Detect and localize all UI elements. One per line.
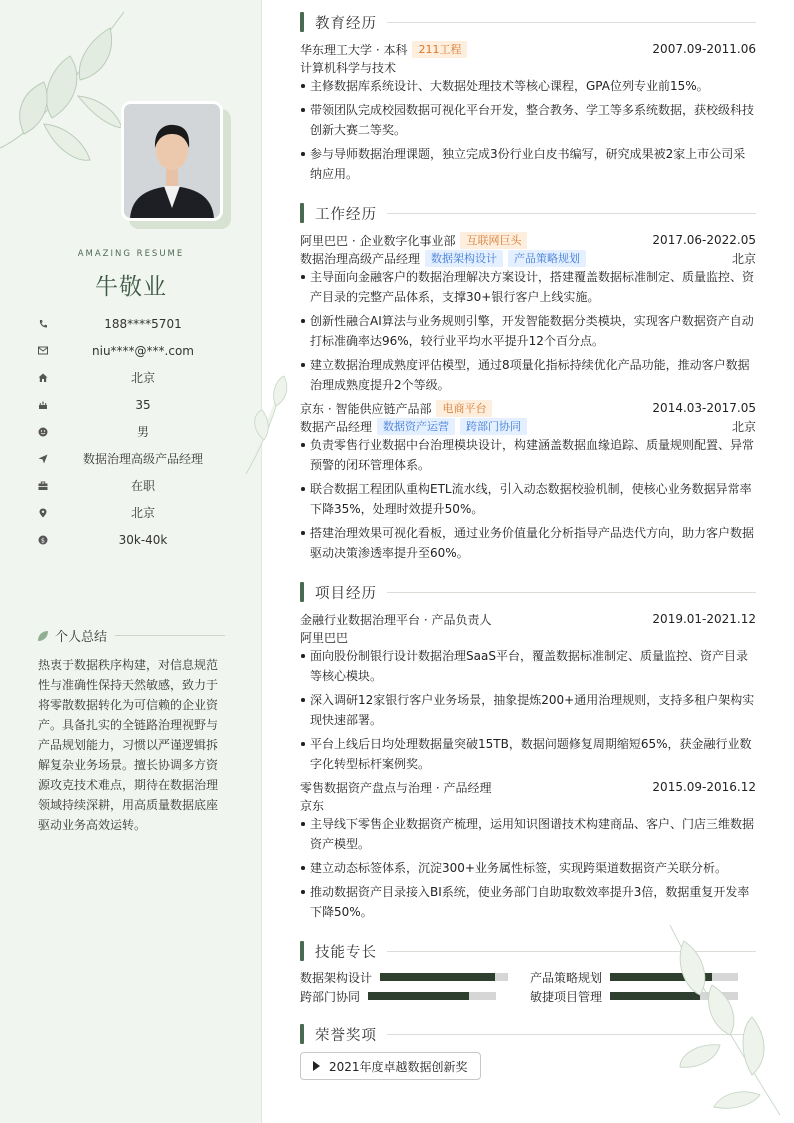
section-title: 教育经历	[315, 15, 377, 32]
info-email	[36, 337, 236, 364]
skill-bar-fill	[380, 973, 495, 981]
job-city: 北京	[731, 419, 756, 434]
list-item: 推动数据资产目录接入BI系统，使业务部门自助取数效率提升3倍，数据重复开发率下降50%。	[300, 882, 756, 922]
section-title: 荣誉奖项	[315, 1027, 377, 1044]
job-city: 北京	[731, 251, 756, 266]
company-name: 阿里巴巴 · 企业数字化事业部	[300, 233, 456, 248]
award-item[interactable]	[300, 1052, 481, 1080]
list-item: 深入调研12家银行客户业务场景，抽象提炼200+通用治理规则，支持多租户架构实现快速部署。	[300, 690, 756, 730]
section-honors	[300, 1024, 756, 1044]
project-bullets	[300, 814, 756, 926]
project-name: 零售数据资产盘点与治理 · 产品经理	[300, 780, 492, 795]
svg-text:$: $	[40, 535, 46, 544]
role-tag: 数据架构设计	[425, 250, 503, 267]
location-pin-icon	[36, 506, 50, 520]
skill-bar-fill	[610, 973, 712, 981]
school-name: 华东理工大学 · 本科	[300, 42, 408, 57]
list-item: 主修数据库系统设计、大数据处理技术等核心课程，GPA位列专业前15%。	[300, 76, 756, 96]
info-text: 北京	[130, 371, 155, 385]
briefcase-icon	[36, 479, 50, 493]
company-name: 京东 · 智能供应链产品部	[300, 401, 432, 416]
play-triangle-icon	[313, 1061, 320, 1071]
section-skills	[300, 941, 756, 961]
job-role	[300, 417, 756, 435]
brand-label: AMAZING RESUME	[77, 249, 185, 259]
info-gender	[36, 418, 236, 445]
skill-item	[530, 968, 738, 986]
info-target-city	[36, 499, 236, 526]
info-text: 188****5701	[104, 316, 182, 331]
section-title: 技能专长	[315, 944, 377, 961]
project-date: 2019.01-2021.12	[652, 612, 756, 626]
skill-bar	[610, 992, 738, 1000]
job-date: 2017.06-2022.05	[652, 233, 756, 247]
contact-info-list	[36, 310, 236, 553]
leaf-icon	[37, 630, 49, 642]
project-org-name: 阿里巴巴	[300, 630, 349, 645]
info-text: 30k-40k	[118, 532, 168, 547]
candidate-name: 牛敬业	[95, 274, 167, 300]
list-item: 负责零售行业数据中台治理模块设计，构建涵盖数据血缘追踪、质量规则配置、异常预警的闭环管理体系。	[300, 435, 756, 475]
role-tag: 产品策略规划	[508, 250, 586, 267]
summary-heading	[37, 626, 225, 645]
list-item: 带领团队完成校园数据可视化平台开发，整合教务、学工等多系统数据，获校级科技创新大赛二等奖。	[300, 100, 756, 140]
job-bullets	[300, 435, 756, 567]
job-header	[300, 399, 756, 417]
info-text: 北京	[130, 506, 155, 520]
profile-photo	[121, 101, 223, 223]
send-icon	[36, 452, 50, 466]
info-text: 数据治理高级产品经理	[82, 452, 203, 466]
section-projects	[300, 582, 756, 602]
list-item: 联合数据工程团队重构ETL流水线，引入动态数据校验机制，使核心业务数据异常率下降35%，处理时效提升50%。	[300, 479, 756, 519]
list-item: 建立数据治理成熟度评估模型，通过8项量化指标持续优化产品功能，推动客户数据治理成熟度提升2个等级。	[300, 355, 756, 395]
major-name: 计算机科学与技术	[300, 60, 397, 75]
info-target-position	[36, 445, 236, 472]
role-tag: 数据资产运营	[377, 418, 455, 435]
skill-bar	[368, 992, 496, 1000]
job-bullets	[300, 267, 756, 399]
info-age	[36, 391, 236, 418]
skill-bar-fill	[368, 992, 469, 1000]
education-major	[300, 58, 756, 76]
summary-text: 热衷于数据秩序构建，对信息规范性与准确性保持天然敏感，致力于将零散数据转化为可信赖的企业资产。具备扎实的全链路治理视野与产品规划能力，习惯以严谨逻辑拆解复杂业务场景。擅长协调多方资源攻克技术难点，期待在数据治理领域持续深耕，用高质量数据底座驱动业务高效运转。	[38, 658, 219, 832]
skill-name: 数据架构设计	[300, 970, 373, 985]
info-text: 在职	[130, 479, 155, 493]
phone-icon	[36, 317, 50, 331]
list-item: 搭建治理效果可视化看板，通过业务价值量化分析指导产品迭代方向，助力客户数据驱动决策渗透率提升至60%。	[300, 523, 756, 563]
list-item: 平台上线后日均处理数据量突破15TB，数据问题修复周期缩短65%，获金融行业数字化转型标杆案例奖。	[300, 734, 756, 774]
project-name: 金融行业数据治理平台 · 产品负责人	[300, 612, 492, 627]
job-date: 2014.03-2017.05	[652, 401, 756, 415]
school-tag: 211工程	[412, 41, 467, 58]
list-item: 参与导师数据治理课题，独立完成3份行业白皮书编写，研究成果被2家上市公司采纳应用。	[300, 144, 756, 184]
cake-icon	[36, 398, 50, 412]
section-education	[300, 12, 756, 32]
project-date: 2015.09-2016.12	[652, 780, 756, 794]
avatar	[124, 104, 220, 218]
project-header	[300, 778, 756, 796]
education-date: 2007.09-2011.06	[652, 42, 756, 56]
section-title: 工作经历	[315, 206, 377, 223]
face-icon	[36, 425, 50, 439]
info-salary	[36, 526, 236, 553]
info-residence	[36, 364, 236, 391]
project-org	[300, 796, 756, 814]
home-icon	[36, 371, 50, 385]
list-item: 面向股份制银行设计数据治理SaaS平台，覆盖数据标准制定、质量监控、资产目录等核心模块。	[300, 646, 756, 686]
project-org	[300, 628, 756, 646]
education-header	[300, 40, 756, 58]
skill-item	[530, 987, 738, 1005]
role-name: 数据产品经理	[300, 419, 373, 434]
project-header	[300, 610, 756, 628]
skill-name: 跨部门协同	[300, 989, 361, 1004]
skill-bar-fill	[610, 992, 700, 1000]
info-status	[36, 472, 236, 499]
info-phone	[36, 310, 236, 337]
role-name: 数据治理高级产品经理	[300, 251, 421, 266]
salary-icon	[36, 533, 50, 547]
project-org-name: 京东	[300, 798, 325, 813]
company-tag: 电商平台	[436, 400, 492, 417]
skill-name: 敏捷项目管理	[530, 989, 603, 1004]
skill-item	[300, 968, 508, 986]
section-title: 项目经历	[315, 585, 377, 602]
list-item: 主导面向金融客户的数据治理解决方案设计，搭建覆盖数据标准制定、质量监控、资产目录的完整产品体系，支撑30+银行客户上线实施。	[300, 267, 756, 307]
mail-icon	[36, 344, 50, 358]
summary-title: 个人总结	[55, 630, 108, 645]
job-role	[300, 249, 756, 267]
award-name: 2021年度卓越数据创新奖	[329, 1059, 468, 1074]
list-item: 建立动态标签体系，沉淀300+业务属性标签，实现跨渠道数据资产关联分析。	[300, 858, 756, 878]
sidebar	[0, 0, 262, 1123]
info-text: 35	[135, 397, 151, 412]
skill-bar	[610, 973, 738, 981]
skill-item	[300, 987, 496, 1005]
education-bullets	[300, 76, 756, 188]
info-text: niu****@***.com	[92, 343, 194, 358]
info-text: 男	[136, 425, 149, 439]
skill-bar	[380, 973, 508, 981]
skill-name: 产品策略规划	[530, 970, 603, 985]
company-tag: 互联网巨头	[460, 232, 527, 249]
list-item: 创新性融合AI算法与业务规则引擎，开发智能数据分类模块，实现客户数据资产自动打标准确率达96%，较行业平均水平提升12个百分点。	[300, 311, 756, 351]
project-bullets	[300, 646, 756, 778]
section-work	[300, 203, 756, 223]
job-header	[300, 231, 756, 249]
list-item: 主导线下零售企业数据资产梳理，运用知识图谱技术构建商品、客户、门店三维数据资产模型。	[300, 814, 756, 854]
role-tag: 跨部门协同	[460, 418, 527, 435]
